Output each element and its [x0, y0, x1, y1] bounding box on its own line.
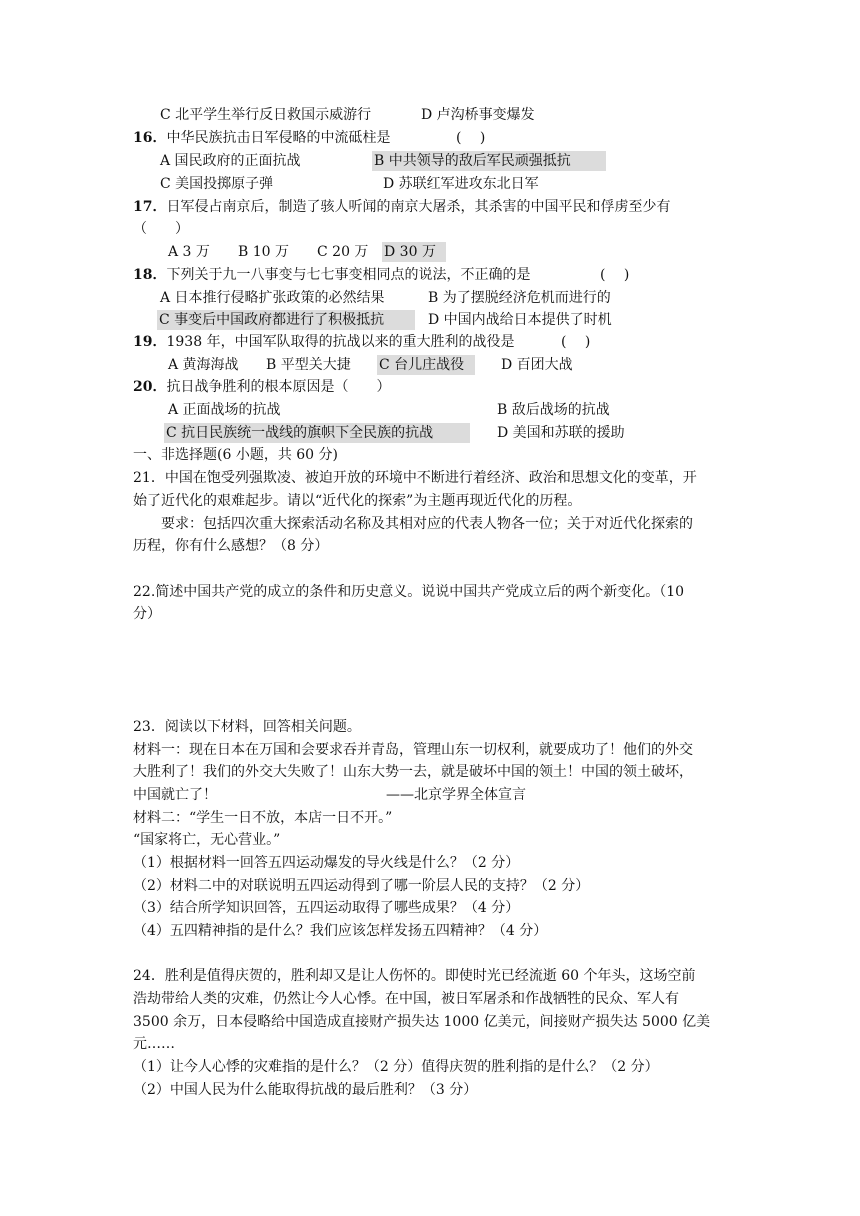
q19-answer-blank: ( ): [561, 334, 591, 350]
q23-subquestion-4: （4）五四精神指的是什么？我们应该怎样发扬五四精神？（4 分）: [133, 923, 548, 939]
q23-material-1-line-3: 中国就亡了！: [133, 787, 217, 803]
q23-material-1-source: ——北京学界全体宣言: [386, 787, 526, 803]
q17-option-c: C 20 万: [317, 244, 369, 260]
q16-option-d: D 苏联红军进攻东北日军: [383, 176, 539, 192]
q20-option-c-highlighted: C 抗日民族统一战线的旗帜下全民族的抗战: [164, 423, 470, 443]
q21-line-1: 21．中国在饱受列强欺凌、被迫开放的环境中不断进行着经济、政治和思想文化的变革，开: [133, 470, 697, 486]
q19-option-b: B 平型关大捷: [266, 357, 351, 373]
q18-option-b: B 为了摆脱经济危机而进行的: [428, 290, 611, 306]
q23-material-2-line-1: 材料二：“学生一日不放，本店一日不开。”: [133, 810, 393, 826]
q18-text: 下列关于九一八事变与七七事变相同点的说法，不正确的是: [166, 267, 531, 283]
q17-stem: [133, 197, 670, 217]
q24-line-4: 元……: [133, 1036, 175, 1052]
q16-text: 中华民族抗击日军侵略的中流砥柱是: [166, 130, 391, 146]
q18-option-a: A 日本推行侵略扩张政策的必然结果: [160, 290, 385, 306]
q22-line-2: 分）: [133, 606, 161, 622]
q17-number: 17．: [133, 199, 167, 215]
q20-option-a: A 正面战场的抗战: [168, 402, 281, 418]
q19-number: 19．: [133, 334, 167, 350]
q20-option-d: D 美国和苏联的援助: [497, 425, 625, 441]
q20-number: 20．: [133, 379, 167, 395]
q18-stem: [133, 265, 530, 285]
q20-option-b: B 敌后战场的抗战: [497, 402, 610, 418]
q16-stem: [133, 128, 390, 148]
q18-option-c-highlighted: C 事变后中国政府都进行了积极抵抗: [157, 310, 415, 330]
q16-option-c: C 美国投掷原子弹: [160, 176, 274, 192]
q21-requirement-line-1: 要求：包括四次重大探索活动名称及其相对应的代表人物各一位；关于对近代化探索的: [161, 516, 693, 532]
q22-line-1: 22.简述中国共产党的成立的条件和历史意义。说说中国共产党成立后的两个新变化。（10: [133, 584, 685, 600]
q19-text: 1938 年，中国军队取得的抗战以来的重大胜利的战役是: [166, 334, 515, 350]
q15-option-c: C 北平学生举行反日救国示威游行: [160, 107, 372, 123]
q24-subquestion-2: （2）中国人民为什么能取得抗战的最后胜利？（3 分）: [133, 1082, 478, 1098]
q23-material-1-line-2: 大胜利了！我们的外交大失败了！山东大势一去，就是破坏中国的领土！中国的领土破坏，: [133, 764, 693, 780]
section-header-non-choice: 一、非选择题(6 小题，共 60 分): [133, 447, 338, 463]
q17-option-d-highlighted: D 30 万: [382, 242, 446, 262]
q17-text: 日军侵占南京后，制造了骇人听闻的南京大屠杀，其杀害的中国平民和俘虏至少有: [166, 199, 671, 215]
q21-line-2: 始了近代化的艰难起步。请以“近代化的探索”为主题再现近代化的历程。: [133, 493, 582, 509]
q17-option-a: A 3 万: [168, 244, 210, 260]
q23-material-1-line-1: 材料一：现在日本在万国和会要求吞并青岛，管理山东一切权利，就要成功了！他们的外交: [133, 742, 693, 758]
q16-number: 16．: [133, 130, 167, 146]
q16-option-b-highlighted: B 中共领导的敌后军民顽强抵抗: [372, 151, 606, 171]
q15-option-d: D 卢沟桥事变爆发: [421, 107, 535, 123]
q20-text: 抗日战争胜利的根本原因是（ ）: [166, 379, 391, 395]
q23-material-2-line-2: “国家将亡，无心营业。”: [133, 832, 281, 848]
q17-option-b: B 10 万: [238, 244, 290, 260]
q24-line-1: 24．胜利是值得庆贺的，胜利却又是让人伤怀的。即使时光已经流逝 60 个年头，这场空前: [133, 968, 696, 984]
q24-line-2: 浩劫带给人类的灾难，仍然让今人心悸。在中国，被日军屠杀和作战牺牲的民众、军人有: [133, 991, 679, 1007]
q23-subquestion-2: （2）材料二中的对联说明五四运动得到了哪一阶层人民的支持？（2 分）: [133, 878, 590, 894]
q18-number: 18．: [133, 267, 167, 283]
q18-option-d: D 中国内战给日本提供了时机: [428, 312, 612, 328]
q21-requirement-line-2: 历程，你有什么感想？（8 分）: [133, 538, 329, 554]
q20-stem: [133, 377, 390, 397]
q24-subquestion-1: （1）让今人心悸的灾难指的是什么？（2 分）值得庆贺的胜利指的是什么？（2 分）: [133, 1059, 659, 1075]
q19-option-d: D 百团大战: [501, 357, 573, 373]
q17-answer-blank: （ ）: [133, 221, 189, 237]
q16-option-a: A 国民政府的正面抗战: [160, 153, 301, 169]
q16-answer-blank: ( ): [456, 130, 486, 146]
q24-line-3: 3500 余万，日本侵略给中国造成直接财产损失达 1000 亿美元，间接财产损失达 5000 亿美: [133, 1014, 711, 1030]
q19-option-c-highlighted: C 台儿庄战役: [377, 355, 475, 375]
q23-subquestion-1: （1）根据材料一回答五四运动爆发的导火线是什么？（2 分）: [133, 855, 520, 871]
q23-subquestion-3: （3）结合所学知识回答，五四运动取得了哪些成果？（4 分）: [133, 900, 520, 916]
q18-answer-blank: ( ): [600, 267, 630, 283]
q19-stem: [133, 332, 515, 352]
q23-title: 23．阅读以下材料，回答相关问题。: [133, 719, 361, 735]
q19-option-a: A 黄海海战: [168, 357, 239, 373]
